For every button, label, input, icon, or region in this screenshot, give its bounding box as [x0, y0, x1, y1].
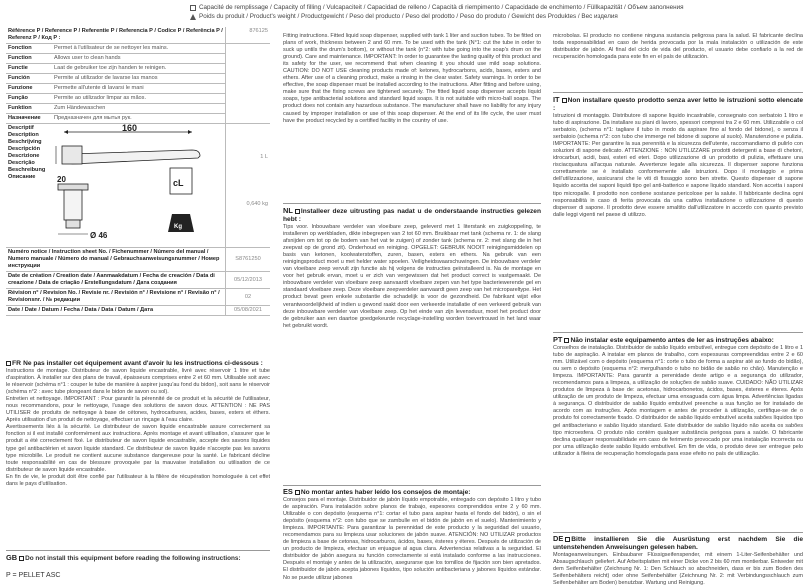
capacity-weight-values: [226, 124, 271, 248]
lang-code: DE: [553, 535, 564, 543]
function-key: Fonction: [6, 44, 52, 54]
function-value: Permite al utilizador de lavarse las manos: [52, 74, 226, 84]
divider: [6, 550, 270, 551]
nl-body: Tips voor. Inbouwbare verdeler van vloeibare zeep, geleverd met 1 literstank en zuigkoppeling, te installeren op werkbladen, dikte inbegrepen van 2 tot 60 mm. Bruikbaar met tank (schema nr. 1: de slang afsnijden om tot op de bodem van het vat te zuigen) of zonder tank (schema nr. 2: met slang die in het zeepvat op de grond zit). Onderhoud en reiniging. OPGELET: GEBRUIK NOOIT reinigingsmiddelen op basis van ketonen, koolwaterstoffen, zuren, basen, esters en ethers. Na gebruik van een reinigingsproduct moet u met helder water spoelen. Veiligheidswaarschuwingen. De inbouwbare verdeler van vloeibare zeep vervult zijn functie als hij volgens de instructies geïnstalleerd is. Na de montage en voor het gebruik ervan, moet u er zich van vergewissen dat het product correct is vastgemaakt. De inbouwbare verdeler van vloeibare zeep aanvaardt vloeibare zepen van het type bacteriewerende gel en standaard vloeibare zeep. Deze vloeibare zeepverdeler aanvaardt geen zeep van het micropareltype. Het product bevat geen enkele substantie die schadelijk is voor de gezondheid. De fabrikant wijst elke verantwoordelijkheid af indien u gewond raakt door een verkeerde installatie of een verkeerd gebruik van deze inbouwbare verdeler van vloeibare zeep. Op het einde van zijn levensduur, moet het product door de gebruiker aan een daartoe goedgekeurde recyclage-instelling worden toevertrouwd in het land waar het gebruikt wordt.: [283, 224, 541, 329]
divider: [553, 532, 803, 533]
de-heading: DE Bitte installieren Sie die Ausrüstung erst nachdem Sie die untenstehenden Anweisungen gelesen haben.: [553, 535, 803, 551]
date-label: Date / Date / Datum / Fecha / Data / Data / Datum / Дата: [6, 306, 226, 316]
es-continued: microbolas. El producto no contiene ninguna sustancia peligrosa para la salud. El fabricante declina toda responsabilidad en caso de herida provocada por la mala instalación o utilización de este distribuidor de jabón. Al final del ciclo de vida del producto, el usuario debe confiarlo a la red de recuperación homologada para este fin en el país de utilización.: [553, 33, 803, 61]
divider: [283, 485, 541, 486]
function-key: Funktion: [6, 104, 52, 114]
fr-body-2: Entretien et nettoyage. IMPORTANT : Pour garantir la pérennité de ce produit et la sécurité de l'utilisateur, nous recommandons, pour le nettoyage, l'usage des solutions de savon doux. ATTENTION : NE PAS UTILISER de produits de nettoyage à base de cétones, hydrocarbures, acides, bases, esters et éthers. Après utilisation d'un produit de nettoyage, effectuer un rinçage à l'eau claire.: [6, 396, 270, 424]
capacity-icon: [190, 5, 196, 11]
gb-body: Fitting instructions. Fitted liquid soap dispenser, supplied with tank 1 liter and suction tubes. To be fitted on plans of work, thickness between 2 and 60 mm. To be used with the tank (N°1: cut the tube in order to suck up untils the drum's bottom), or without the tank (n°2: with tube going into the soap's drum on the ground). Care and maintenance. IMPORTANT: In order to guarantee the lasting quality of this product and its safety for the user, we recommend that when cleaning it you should use mild soap solutions. CAUTION: DO NOT USE cleaning products made of: ketones, hydrocarbons, acids, bases, esters and ethers. After use of a cleaning product, make a rinsing in the clear water. Safety warnings. In order to be effective, the soap dispenser must be installed according to the instructions. After fitting and before using, make sure that the fixing screws are tightened securely. The fitted liquid soap dispenser accepts liquid soaps, type antibacterial solutions and standard liquid soaps. It is not suitable with micro-ball soaps. The product does not contain any hazardous substance. The manufacturer shall have no liability for any injury caused by improper installation or use of this soap dispenser. At the end of its life cycle, the user must have the product recycled by a certified facility in the country of use.: [283, 33, 541, 124]
reference-label: Référence P / Reference P / Referentie P / Referencia P / Codice P / Referência P / Referenz P / Код P :: [6, 27, 226, 44]
lang-code: ES: [283, 488, 293, 496]
function-value: Allows user to clean hands: [52, 54, 226, 64]
checkbox-icon: [295, 209, 300, 214]
function-key: Función: [6, 74, 52, 84]
pt-section: [553, 336, 803, 532]
fr-body-4: En fin de vie, le produit doit être confié par l'utilisateur à la filière de récupération homologuée à cet effet dans le pays d'utilisation.: [6, 473, 270, 487]
fr-heading: FR Ne pas installer cet équipement avant d'avoir lu les instructions ci-dessous :: [6, 360, 270, 368]
checkbox-icon: [564, 338, 569, 343]
function-value: Предназначен для мытья рук.: [52, 114, 226, 124]
gb-heading: GB Do not install this equipment before reading the following instructions:: [6, 553, 241, 562]
desc-label: Descriptif: [8, 125, 34, 131]
capacity-text: Capacité de remplissage / Capacity of filling / Vulcapaciteit / Capacidad de relleno / Capacità di riempimento / Capacidade de enchimento / Füllkapazität / Объем заполнения: [199, 4, 684, 11]
instruction-sheet-label: Numéro notice / Instruction sheet No. / Fichenummer / Número del manual / Numero manuale / Número do manual / Gebrauchsanweisungsnummer / Номер инструкции: [6, 248, 226, 272]
dim-width: 160: [122, 124, 138, 133]
capacity-row: [190, 3, 750, 12]
product-info-table: [6, 27, 270, 316]
product-drawing-cell: [52, 124, 226, 248]
dim-height: 20: [57, 175, 66, 184]
soap-dispenser-drawing: [52, 124, 222, 244]
checkbox-icon: [562, 98, 567, 103]
instruction-sheet-value: S8761250: [226, 248, 271, 272]
function-key: Назначение: [6, 114, 52, 124]
it-heading: IT Non installare questo prodotto senza aver letto le istruzioni sotto elencate :: [553, 96, 803, 112]
svg-text:Kg: Kg: [174, 224, 182, 230]
date-value: 05/08/2021: [226, 306, 271, 316]
creation-date-value: 05/12/2013: [226, 272, 271, 289]
lang-code: NL: [283, 207, 293, 215]
footer-brand: P = PELLET ASC: [6, 572, 61, 579]
function-key: Funzione: [6, 84, 52, 94]
description-labels: [6, 124, 52, 248]
lang-code: FR: [12, 360, 22, 367]
nl-heading: NL Installeer deze uitrusting pas nadat u de onderstaande instructies gelezen hebt :: [283, 207, 541, 223]
lang-code: IT: [553, 96, 560, 104]
weight-value: 0,640 kg: [246, 201, 268, 207]
header-capacity-weight: [190, 3, 750, 21]
function-key: Função: [6, 94, 52, 104]
reference-value: 876125: [226, 27, 271, 44]
lang-code: PT: [553, 336, 563, 344]
it-section: [553, 96, 803, 328]
function-key: Function: [6, 54, 52, 64]
pt-heading: PT Não instalar este equipamento antes de ler as instruções abaixo:: [553, 336, 774, 344]
de-section: [553, 535, 803, 585]
es-heading: ES No montar antes haber leído los consejos de montaje:: [283, 488, 471, 496]
capacity-value: 1 L: [260, 154, 268, 160]
divider: [553, 92, 803, 93]
desc-label: Descrição: [8, 160, 35, 166]
desc-label: Beschreibung: [8, 167, 46, 173]
es-section: [283, 488, 541, 584]
desc-label: Описание: [8, 174, 36, 180]
weight-row: [190, 12, 750, 21]
checkbox-icon: [565, 537, 570, 542]
function-value: Permite ao utilizador limpar as mãos.: [52, 94, 226, 104]
nl-section: [283, 207, 541, 482]
fr-body-1: Instructions de montage. Distributeur de savon liquide encastrable, livré avec réservoir 1 litre et tube d'aspiration. À installer sur des plans de travail, épaisseurs comprises entre 2 et 60 mm. Utilisable soit avec le réservoir (schéma n°1 : couper le tube de manière à aspirer jusqu'au fond du bidon), soit sans le réservoir (schéma n°2 : avec tube plongeant dans le bidon de savon ou sol).: [6, 368, 270, 396]
function-value: Permette all'utente di lavarsi le mani: [52, 84, 226, 94]
checkbox-icon: [295, 490, 300, 495]
divider: [283, 203, 541, 204]
pt-body: Conselhos de instalação. Distribuidor de sabão líquido embutível, entregue com depósito de 1 litro e 1 tubo de aspiração. A instalar em planos de trabalho, com espessuras compreendidas entre 2 e 60 mm. Utilizável com o depósito (esquema n°1: corte o tubo de forma a aspirar até ao fundo do bidão), ou sem o depósito (esquema n°2: mergulhando o tubo no bidão de sabão no chão). Manutenção e limpeza. IMPORTANTE: Para garantir a perenidade deste artigo e a segurança do utilizador, recomendamos para a limpeza, a utilização de soluções de sabão suave. CUIDADO: NÃO UTILIZAR produtos de limpeza à base de: acetonas, hidrocarbonetos, ácidos, bases, ésteres e éteres. Após utilização de um produto de limpeza, efectuar uma enxaguada com água limpa. Advertências ligadas à segurança. O distribuidor de sabão líquido embutível preenche a sua função se for instalado de acordo com as instruções. Após montagem e antes de proceder à utilização, certifique-se de o produto foi correctamente fixado. O distribuidor de sabão líquido embutível aceita sabões líquidos tipo gel antibacteriano e sabão líquido standard. Este distribuidor de sabão líquido não aceita os sabões tipo microesfera. O produto não contém qualquer substância perigosa para a saúde. O fabricante declina qualquer responsabilidade em caso de ferimento provocado por uma instalação incorrecta ou por uma utilização deste sabão líquido embutível. Em fim de vida, o produto deve ser entregue pelo utilizador à fileira de recuperação homologada para esse efeito no país de utilização.: [553, 345, 803, 457]
function-value: Zum Händewaschen: [52, 104, 226, 114]
creation-date-label: Date de création / Creation date / Aanmaakdatum / Fecha de creación / Data di creazione / Data de criação / Erstellungsdatum / Дата создания: [6, 272, 226, 289]
dim-diameter: Ø 46: [90, 231, 108, 240]
gb-section: [283, 33, 541, 196]
weight-text: Poids du produit / Product's weight / Productgewicht / Peso del producto / Peso del prodotto / Peso do produto / Gewicht des Produktes / Вес изделия: [199, 13, 618, 20]
desc-label: Descrizione: [8, 153, 40, 159]
it-body: Istruzioni di montaggio. Distributore di sapone liquido incastrabile, consegnato con serbatoio 1 litro e tubo di aspirazione. Da installare su piani di lavoro, spessori compresi tra 2 e 60 mm. Utilizzabile o col serbatoio, (schema n°1: tagliare il tubo in modo da aspirare fino al fondo del bidone), o senza il serbatoio (schema n°2: con tubo che immerge nel bidone di sapone al suolo). Manutenzione e pulizia. IMPORTANTE: Per garantire la sua perennità e la sicurezza dell'utente, raccomandiamo di pulirlo con soluzioni di sapone delicato. ATTENZIONE : NON UTILIZZARE prodotti detergenti a base di chetoni, idrocarburi, acidi, basi, esteri ed eteri. Dopo utilizzazione di un prodotto di pulizia, effettuare una risciacquatura all'acqua naturale. Avvertenze legate alla sicurezza. Il dispenser sapone funziona correttamente se è installato conformemente alle istruzioni. Dopo il montaggio e prima dell'utilizzazione, assicurarsi che le viti di fissaggio sono ben strette. Questo dispenser di sapone liquido accetta dei saponi liquidi tipo gel anti-batterico e sapone liquido standard. Non accetta i saponi tipo micropalle. Il prodotto non contiene sostanze pericolose per la salute. Il fabbricante declina ogni responsabilità in caso di ferita provocata da una cattiva installazione o utilizzazione di questo dispenser di sapone. Il prodotto deve essere smaltito dall'utilizzatore in accordo con quanto previsto dalle leggi vigenti nel paese di utilizzo.: [553, 113, 803, 218]
function-key: Functie: [6, 64, 52, 74]
checkbox-icon: [6, 361, 11, 366]
revision-value: 02: [226, 289, 271, 306]
desc-label: Descripción: [8, 146, 41, 152]
es-body: Consejos para el montaje. Distribuidor de jabón líquido empotrable, entregado con depósito 1 litro y tubo de aspiración. Para instalación sobre planos de trabajo, espesores comprendidos entre 2 y 60 mm. Utilizable o con depósito (esquema n°1: cortar el tubo para aspirar hasta el fondo del bidón), o sin el depósito (esquema n°2: con tubo que se zambulle en el bidón de jabón en el suelo). Mantenimiento y limpieza. IMPORTANTE: Para garantizar la perennidad de este producto y la seguridad del usuario, recomendamos para su limpieza usar soluciones de jabón suave. ATENCIÓN: NO UTILIZAR productos de limpieza a base de cetonas, hidrocarburos, ácidos, bases, ésteres y éteres. Después de utilización de un producto de limpieza, efectuar un enjuague al agua clara. Advertencias relativas a la seguridad. El distribuidor de jabón asegura su función correctamente si está instalado conforme a las instrucciones. Después el montaje y antes de la utilización, asegurarse que los tornillos de fijación son bien apretados. El distribuidor de jabón acepta jabones líquidos, tipo solución antibacteriana y jabones líquidos estándar. No se puede utilizar jabones: [283, 497, 541, 581]
checkbox-icon: [19, 556, 24, 561]
fr-section: [6, 360, 270, 550]
desc-label: Beschrijving: [8, 139, 42, 145]
function-value: Laat de gebruiker toe zijn handen te reinigen.: [52, 64, 226, 74]
revision-label: Révision n° / Revision No. / Revisie nr. / Revisión n° / Revisione n° / Revisão n° / Revisionsnr. / № редакции: [6, 289, 226, 306]
de-body: Montageanweisungen. Einbaubarer Flüssigseifenspender, mit einem 1-Liter-Seifenbehälter und Absaugschlauch geliefert. Auf Arbeitsplatten mit einer Dicke von 2 bis 60 mm montierbar. Entweder mit dem Seifenbehälter (Zeichnung Nr. 1: Den Schlauch so abschneiden, dass er bis zum Boden des Seifenbehälters reicht) oder ohne Seifenbehälter (Zeichnung Nr. 2: mit Verbindungsschlauch zum Seifenbehälter am Boden) benutzbar. Wartung und Reinigung.: [553, 552, 803, 585]
svg-text:cL: cL: [173, 178, 184, 188]
divider: [553, 332, 803, 333]
lang-code: GB: [6, 553, 18, 562]
desc-label: Description: [8, 132, 39, 138]
function-value: Permet à l'utilisateur de se nettoyer les mains.: [52, 44, 226, 54]
weight-icon: [190, 14, 196, 20]
fr-body-3: Avertissements liés à la sécurité. Le distributeur de savon liquide encastrable assure correctement sa fonction si il est installé conformément aux instructions. Après montage et avant utilisation, s'assurer que le produit a été correctement fixé. Le distributeur de savon liquide encastrable, accepte des savons liquides type gel antibactérien et savon liquide standard. Ce distributeur de savon liquide n'accepte pas les savons type microbille. Le produit ne contient aucune substance dangereuse pour la santé. Le fabricant décline toute responsabilité en cas de blessure provoquée par la mauvaise installation ou utilisation de ce distributeur de savon liquide encastrable.: [6, 424, 270, 473]
